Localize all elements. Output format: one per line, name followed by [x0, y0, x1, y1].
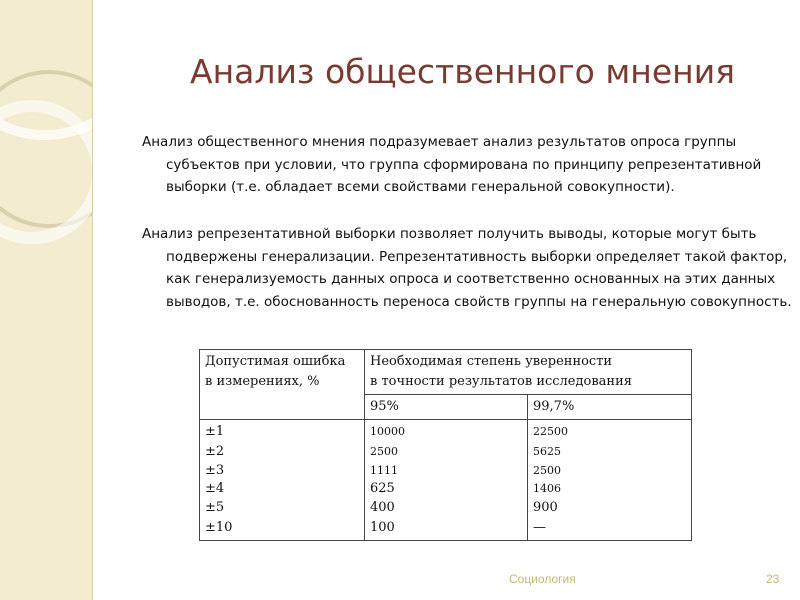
- values-997-cell: [528, 420, 692, 541]
- table-body-row: [200, 420, 692, 541]
- error-value: ±4: [205, 481, 225, 496]
- error-value: ±1: [205, 424, 225, 439]
- table-header-row: [200, 350, 692, 395]
- header-error-cell: [200, 350, 365, 420]
- error-value: ±5: [205, 500, 225, 515]
- decorative-ring: [0, 100, 92, 244]
- error-value: ±3: [205, 463, 225, 478]
- error-value: ±10: [205, 520, 233, 535]
- value-997: 22500: [533, 425, 568, 438]
- value-95: 2500: [370, 445, 398, 458]
- values-95-cell: [365, 420, 528, 541]
- subheader-95: 95%: [365, 395, 528, 420]
- value-95: 10000: [370, 425, 405, 438]
- decorative-side-band: [0, 0, 92, 600]
- header-confidence-cell: [365, 350, 692, 395]
- value-95: 625: [370, 481, 395, 496]
- value-997: 1406: [533, 482, 561, 495]
- error-values-cell: [200, 420, 365, 541]
- footer-label: Социология: [509, 572, 576, 586]
- value-95: 400: [370, 500, 395, 515]
- value-997: —: [533, 520, 546, 535]
- sample-size-table: [199, 349, 692, 541]
- paragraph-2: Анализ репрезентативной выборки позволяет получить выводы, которые могут быть подвержены генерализации. Репрезентативность выборки определяет такой фактор, как генерализуемость данных опроса и соответственно основанных на этих данных выводов, т.е. обоснованность переноса свойств группы на генеральную совокупность.: [142, 226, 792, 310]
- page-number: 23: [766, 572, 780, 586]
- value-997: 5625: [533, 445, 561, 458]
- value-997: 900: [533, 500, 558, 515]
- value-997: 2500: [533, 464, 561, 477]
- subheader-997: 99,7%: [528, 395, 692, 420]
- value-95: 100: [370, 520, 395, 535]
- paragraph-1: Анализ общественного мнения подразумевает анализ результатов опроса группы субъектов при условии, что группа сформирована по принципу репрезентативной выборки (т.е. обладает всеми свойствами генеральной совокупности).: [142, 134, 762, 195]
- slide-title: Анализ общественного мнения: [190, 52, 735, 91]
- error-value: ±2: [205, 444, 225, 459]
- header-error-line2: в измерениях, %: [205, 374, 320, 389]
- header-error-line1: Допустимая ошибка: [205, 354, 346, 369]
- value-95: 1111: [370, 464, 398, 477]
- header-confidence-line1: Необходимая степень уверенности: [370, 354, 613, 369]
- side-divider: [92, 0, 93, 600]
- header-confidence-line2: в точности результатов исследования: [370, 374, 632, 389]
